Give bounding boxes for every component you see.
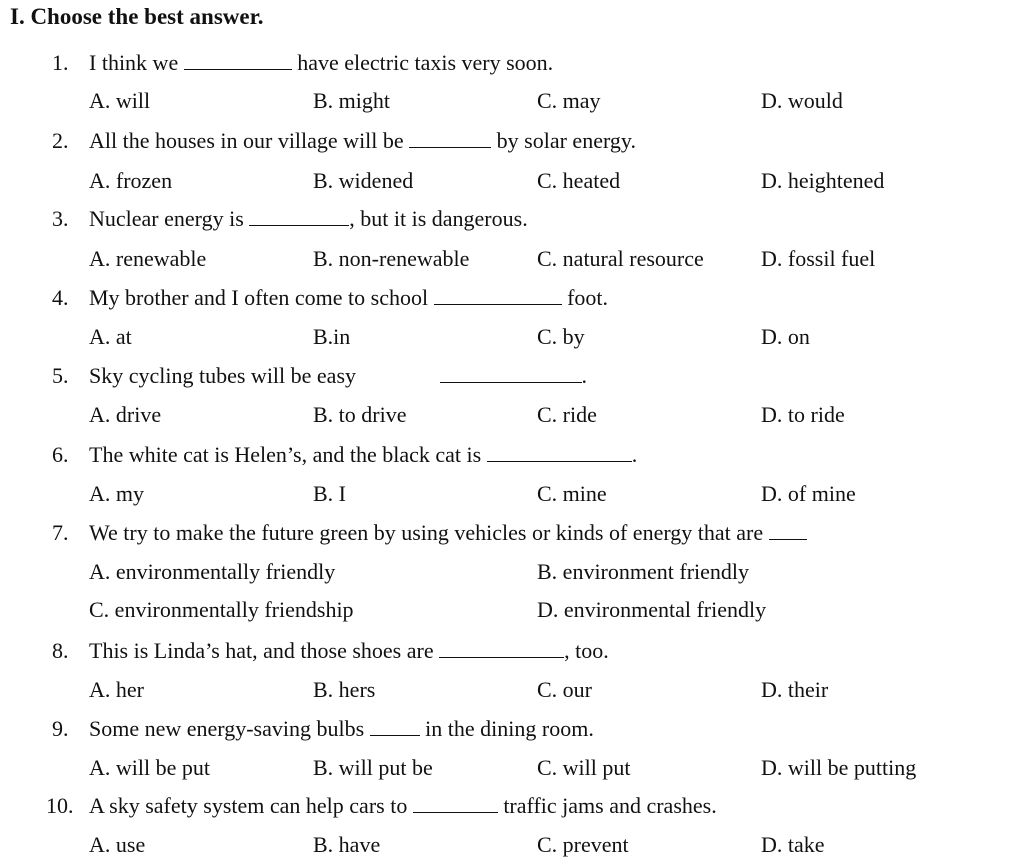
question-text-after: , but it is dangerous.: [349, 206, 528, 231]
option-a: A. will: [89, 88, 151, 113]
question-text-after: , too.: [564, 638, 609, 663]
question-text: [89, 363, 587, 389]
question-text-after: foot.: [561, 285, 609, 310]
question-number: 3.: [52, 206, 69, 231]
option-a: A. drive: [89, 402, 162, 427]
question-text: [89, 638, 609, 664]
option-c: C. heated: [537, 168, 621, 193]
question-text: [89, 128, 636, 154]
option-c: C. may: [537, 88, 601, 113]
question-text-after: traffic jams and crashes.: [497, 793, 717, 818]
option-b: B. environment friendly: [537, 559, 750, 584]
option-c: C. ride: [537, 402, 597, 427]
question-number: 1.: [52, 50, 69, 75]
question-text: [89, 793, 717, 819]
option-d: D. heightened: [761, 168, 885, 193]
question-text-before: I think we: [89, 50, 184, 75]
answer-blank: [249, 209, 349, 226]
option-b: B. will put be: [313, 755, 433, 780]
question-text-before: We try to make the future green by using vehicles or kinds of energy that are: [89, 520, 769, 545]
question-number: 5.: [52, 363, 69, 388]
answer-blank: [409, 131, 491, 148]
option-c: C. by: [537, 324, 585, 349]
question-text-before: The white cat is Helen’s, and the black cat is: [89, 442, 487, 467]
question-text-before: Some new energy-saving bulbs: [89, 716, 370, 741]
option-d: D. will be putting: [761, 755, 917, 780]
answer-blank: [769, 523, 807, 540]
option-a: A. at: [89, 324, 132, 349]
option-b: B. might: [313, 88, 391, 113]
question-text: [89, 50, 553, 76]
question-number: 10.: [46, 793, 74, 818]
question-text-after: .: [631, 442, 638, 467]
question-number: 6.: [52, 442, 69, 467]
question-text-after: in the dining room.: [419, 716, 594, 741]
option-a: A. will be put: [89, 755, 210, 780]
option-b: B.in: [313, 324, 351, 349]
question-text-before: A sky safety system can help cars to: [89, 793, 413, 818]
question-text-before: This is Linda’s hat, and those shoes are: [89, 638, 440, 663]
option-d: D. to ride: [761, 402, 845, 427]
option-b: B. have: [313, 832, 381, 857]
option-c: C. natural resource: [537, 246, 704, 271]
option-d: D. of mine: [761, 481, 856, 506]
answer-blank: [370, 719, 420, 736]
question-number: 7.: [52, 520, 69, 545]
option-c: C. our: [537, 677, 592, 702]
question-text-before: My brother and I often come to school: [89, 285, 434, 310]
option-a: A. use: [89, 832, 146, 857]
question-text-after: have electric taxis very soon.: [291, 50, 554, 75]
option-c: C. environmentally friendship: [89, 597, 354, 622]
option-d: D. their: [761, 677, 829, 702]
option-a: A. my: [89, 481, 144, 506]
option-d: D. take: [761, 832, 825, 857]
question-number: 4.: [52, 285, 69, 310]
answer-blank: [413, 796, 498, 813]
option-a: A. frozen: [89, 168, 173, 193]
option-b: B. hers: [313, 677, 376, 702]
option-b: B. I: [313, 481, 346, 506]
question-text: [89, 716, 594, 742]
option-a: A. environmentally friendly: [89, 559, 336, 584]
question-number: 8.: [52, 638, 69, 663]
question-text-after: by solar energy.: [491, 128, 636, 153]
question-text: [89, 442, 637, 468]
option-a: A. renewable: [89, 246, 207, 271]
question-text: [89, 520, 807, 546]
option-b: B. to drive: [313, 402, 407, 427]
question-number: 2.: [52, 128, 69, 153]
option-d: D. on: [761, 324, 810, 349]
answer-blank: [487, 445, 632, 462]
question-text: [89, 206, 528, 232]
option-d: D. fossil fuel: [761, 246, 876, 271]
option-c: C. will put: [537, 755, 631, 780]
question-text-before: Sky cycling tubes will be easy: [89, 363, 362, 388]
option-a: A. her: [89, 677, 144, 702]
question-text-before: Nuclear energy is: [89, 206, 250, 231]
question-text: [89, 285, 608, 311]
exercise-heading: I. Choose the best answer.: [10, 4, 264, 29]
answer-blank: [434, 288, 562, 305]
option-b: B. non-renewable: [313, 246, 470, 271]
option-c: C. mine: [537, 481, 607, 506]
question-number: 9.: [52, 716, 69, 741]
answer-blank: [440, 366, 582, 383]
answer-blank: [184, 53, 292, 70]
option-b: B. widened: [313, 168, 414, 193]
answer-blank: [439, 641, 564, 658]
option-c: C. prevent: [537, 832, 629, 857]
question-text-after: .: [581, 363, 588, 388]
option-d: D. would: [761, 88, 843, 113]
question-text-before: All the houses in our village will be: [89, 128, 410, 153]
option-d: D. environmental friendly: [537, 597, 767, 622]
